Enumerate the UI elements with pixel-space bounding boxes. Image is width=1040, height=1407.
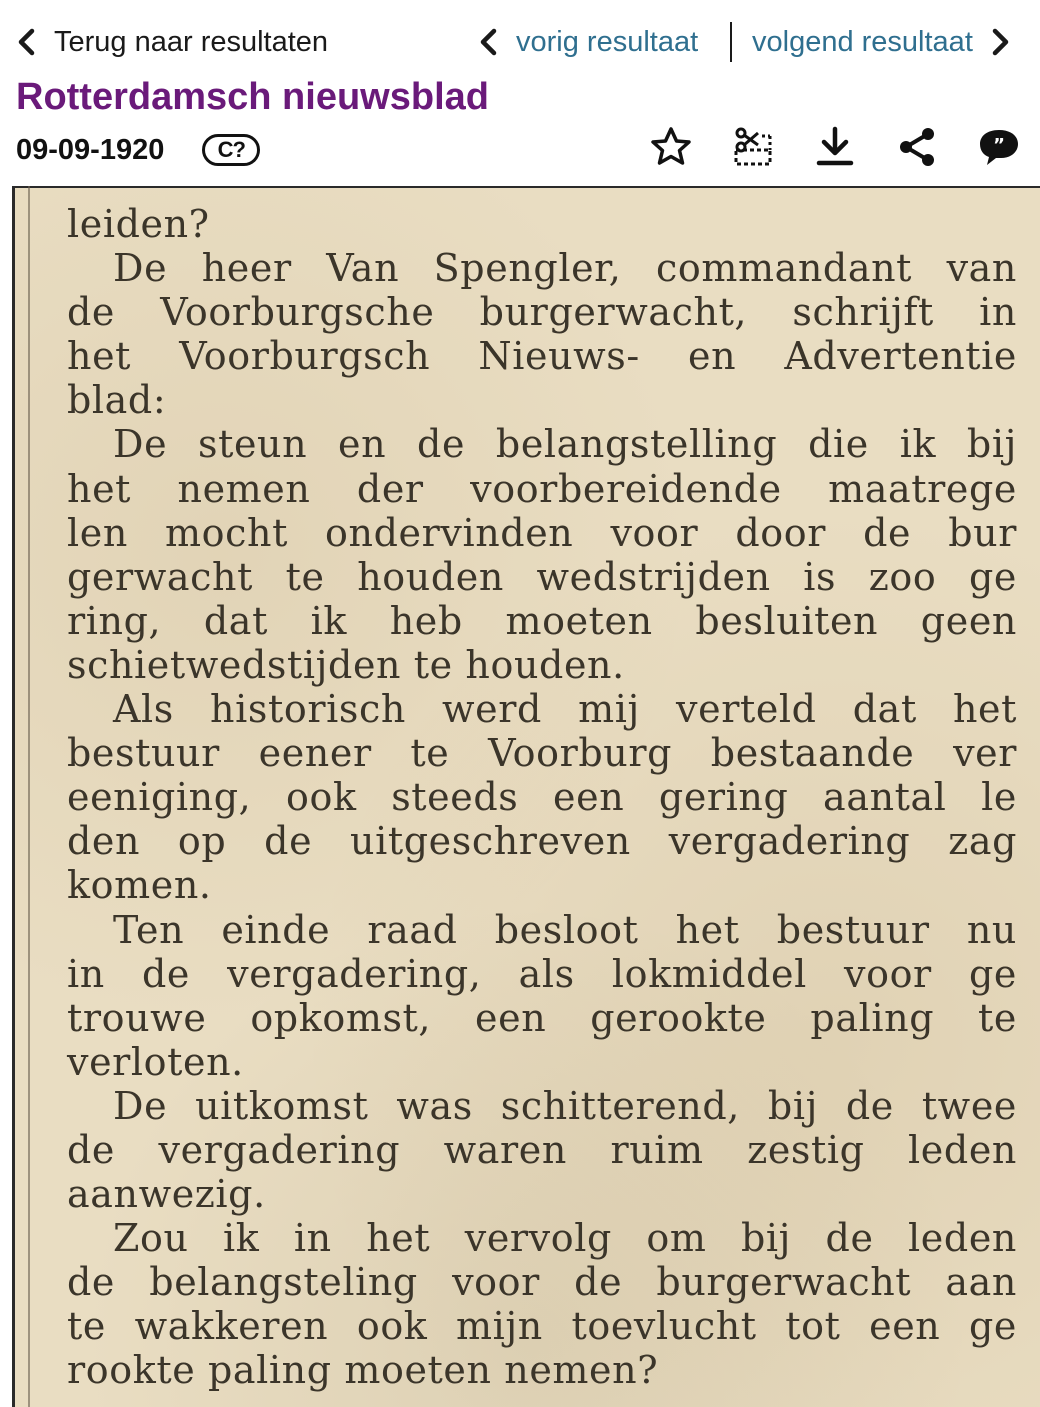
article-line: bestuur eener te Voorburg bestaande ver: [67, 731, 1017, 776]
article-line: in de vergadering, als lokmiddel voor ge: [67, 951, 1017, 996]
publication-date: 09-09-1920: [16, 133, 165, 166]
article-line: Ten einde raad besloot het bestuur nu: [113, 907, 1017, 952]
quote-chat-icon: [974, 122, 1024, 172]
article-line: rookte paling moeten nemen?: [67, 1348, 659, 1393]
article-line: De uitkomst was schitterend, bij de twee: [113, 1083, 1017, 1128]
cite-button[interactable]: [974, 122, 1024, 172]
article-line: te wakkeren ook mijn toevlucht tot een ge: [67, 1304, 1017, 1349]
next-result-link[interactable]: [752, 22, 1013, 62]
previous-result-label: vorig resultaat: [516, 25, 699, 58]
nav-divider: [730, 22, 732, 62]
clipping-edge: [12, 186, 30, 1407]
article-line: schietwedstijden te houden.: [67, 642, 625, 687]
share-button[interactable]: [892, 122, 942, 172]
article-line: ring, dat ik heb moeten besluiten geen: [67, 598, 1017, 643]
article-line: gerwacht te houden wedstrijden is zoo ge: [67, 554, 1017, 599]
article-line: leiden?: [67, 202, 210, 246]
article-line: De heer Van Spengler, commandant van: [113, 246, 1017, 291]
article-line: De steun en de belangstelling die ik bij: [113, 422, 1017, 467]
article-line: de Voorburgsche burgerwacht, schrijft in: [67, 290, 1017, 335]
article-line: trouwe opkomst, een gerookte paling te: [67, 995, 1017, 1040]
newspaper-clipping: [12, 186, 1040, 1407]
article-line: Als historisch werd mij verteld dat het: [113, 687, 1017, 732]
scissors-clip-icon: [728, 122, 778, 172]
article-line: verloten.: [67, 1039, 244, 1084]
clip-article-button[interactable]: [728, 122, 778, 172]
chevron-left-icon: [14, 22, 40, 62]
favorite-button[interactable]: [646, 122, 696, 172]
article-line: het nemen der voorbereidende maatrege: [67, 466, 1017, 511]
back-to-results-link[interactable]: [14, 22, 328, 62]
article-toolbar: [640, 122, 1030, 172]
article-line: Zou ik in het vervolg om bij de leden: [113, 1216, 1017, 1261]
article-line: de belangsteling voor de burgerwacht aan: [67, 1260, 1017, 1305]
article-line: het Voorburgsch Nieuws- en Advertentie: [67, 334, 1017, 379]
next-result-label: volgend resultaat: [752, 25, 973, 58]
svg-text:”: ”: [993, 135, 1005, 156]
article-line: den op de uitgeschreven vergadering zag: [67, 819, 1017, 864]
article-line: de vergadering waren ruim zestig leden: [67, 1127, 1017, 1172]
newspaper-title: Rotterdamsch nieuwsblad: [16, 76, 489, 118]
chevron-right-icon: [987, 22, 1013, 62]
article-line: blad:: [67, 378, 167, 423]
result-navigation: [0, 0, 1040, 80]
share-icon: [892, 122, 942, 172]
article-line: eeniging, ook steeds een gering aantal le: [67, 775, 1017, 820]
chevron-left-icon: [476, 22, 502, 62]
article-text: [67, 202, 1017, 1393]
publication-meta: [16, 128, 260, 172]
star-icon: [646, 122, 696, 172]
download-button[interactable]: [810, 122, 860, 172]
back-to-results-label: Terug naar resultaten: [54, 25, 329, 58]
article-line: aanwezig.: [67, 1172, 266, 1217]
copyright-unknown-badge[interactable]: C?: [202, 134, 260, 166]
previous-result-link[interactable]: [476, 22, 698, 62]
article-line: len mocht ondervinden voor door de bur: [67, 510, 1017, 555]
download-icon: [810, 122, 860, 172]
article-line: komen.: [67, 863, 212, 908]
